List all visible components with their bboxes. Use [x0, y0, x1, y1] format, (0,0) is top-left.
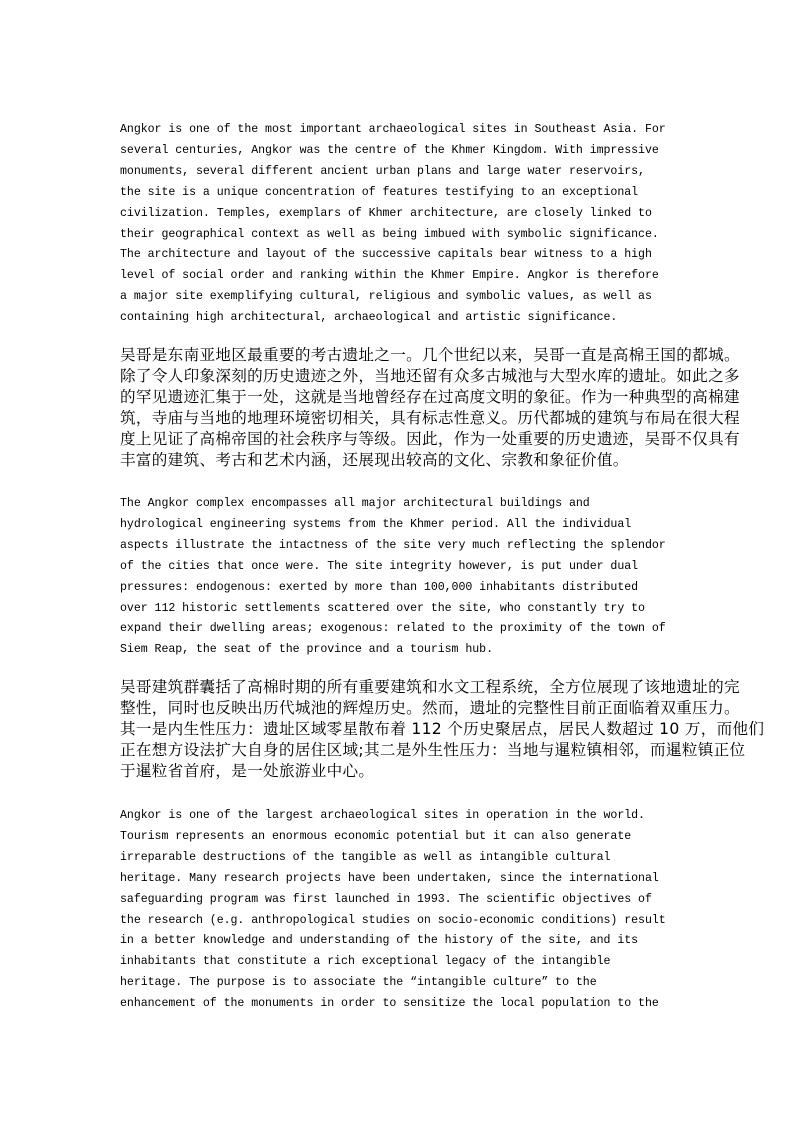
- text-line: the site is a unique concentration of features testifying to an exceptional: [120, 185, 639, 199]
- text-line: 其一是内生性压力：遗址区域零星散布着 112 个历史聚居点，居民人数超过 10 万，而他们: [120, 720, 765, 738]
- text-line: several centuries, Angkor was the centre of the Khmer Kingdom. With impressive: [120, 143, 659, 157]
- text-line: 整性，同时也反映出历代城池的辉煌历史。然而，遗址的完整性目前正面临着双重压力。: [120, 699, 740, 717]
- text-line: Siem Reap, the seat of the province and a tourism hub.: [120, 643, 493, 657]
- text-line: Angkor is one of the largest archaeological sites in operation in the world.: [120, 809, 645, 822]
- text-line: in a better knowledge and understanding of the history of the site, and its: [120, 934, 639, 948]
- paragraph-english-angkor-importance: [120, 120, 666, 329]
- paragraph-chinese-angkor-complex: [120, 677, 764, 782]
- text-line: aspects illustrate the intactness of the site very much reflecting the splendor: [120, 538, 666, 552]
- text-line: safeguarding program was first launched in 1993. The scientific objectives of: [120, 892, 652, 906]
- text-line: 丰富的建筑、考古和艺术内涵，还展现出较高的文化、宗教和象征价值。: [120, 451, 629, 469]
- text-line: heritage. The purpose is to associate the “intangible culture” to the: [120, 976, 597, 990]
- text-line: over 112 historic settlements scattered over the site, who constantly try to: [120, 601, 645, 615]
- text-line: 筑，寺庙与当地的地理环境密切相关，具有标志性意义。历代都城的建筑与布局在很大程: [120, 409, 740, 427]
- text-line: 吴哥是东南亚地区最重要的考古遗址之一。几个世纪以来，吴哥一直是高棉王国的都城。: [120, 346, 740, 364]
- text-line: a major site exemplifying cultural, religious and symbolic values, as well as: [120, 290, 652, 304]
- text-line: The Angkor complex encompasses all major architectural buildings and: [120, 497, 590, 510]
- text-line: Angkor is one of the most important archaeological sites in Southeast Asia. For: [120, 123, 666, 136]
- text-line: of the cities that once were. The site integrity however, is put under dual: [120, 559, 639, 573]
- text-line: 正在想方设法扩大自身的居住区域;其二是外生性压力：当地与暹粒镇相邻，而暹粒镇正位: [120, 741, 746, 759]
- text-line: enhancement of the monuments in order to sensitize the local population to the: [120, 997, 659, 1011]
- text-line: irreparable destructions of the tangible as well as intangible cultural: [120, 850, 611, 864]
- text-line: containing high architectural, archaeological and artistic significance.: [120, 311, 618, 325]
- text-line: 于暹粒省首府，是一处旅游业中心。: [120, 762, 375, 780]
- paragraph-chinese-angkor-importance: [120, 345, 740, 471]
- text-line: 除了令人印象深刻的历史遗迹之外，当地还留有众多古城池与大型水库的遗址。如此之多: [120, 367, 740, 385]
- text-line: The architecture and layout of the successive capitals bear witness to a high: [120, 248, 652, 262]
- text-line: 度上见证了高棉帝国的社会秩序与等级。因此，作为一处重要的历史遗迹，吴哥不仅具有: [120, 430, 740, 448]
- text-line: the research (e.g. anthropological studies on socio-economic conditions) result: [120, 913, 666, 927]
- text-line: their geographical context as well as being imbued with symbolic significance.: [120, 227, 659, 241]
- text-line: level of social order and ranking within the Khmer Empire. Angkor is therefore: [120, 269, 659, 283]
- text-line: inhabitants that constitute a rich exceptional legacy of the intangible: [120, 955, 611, 969]
- text-line: pressures: endogenous: exerted by more than 100,000 inhabitants distributed: [120, 580, 639, 594]
- paragraph-english-angkor-tourism: [120, 806, 666, 1015]
- text-line: 吴哥建筑群囊括了高棉时期的所有重要建筑和水文工程系统，全方位展现了该地遗址的完: [120, 678, 740, 696]
- text-line: hydrological engineering systems from the Khmer period. All the individual: [120, 517, 632, 531]
- text-line: monuments, several different ancient urban plans and large water reservoirs,: [120, 164, 645, 178]
- text-line: heritage. Many research projects have been undertaken, since the international: [120, 871, 659, 885]
- paragraph-english-angkor-complex: [120, 494, 666, 661]
- text-line: expand their dwelling areas; exogenous: related to the proximity of the town of: [120, 622, 666, 636]
- text-line: Tourism represents an enormous economic potential but it can also generate: [120, 829, 632, 843]
- text-line: 的罕见遗迹汇集于一处，这就是当地曾经存在过高度文明的象征。作为一种典型的高棉建: [120, 388, 740, 406]
- text-line: civilization. Temples, exemplars of Khmer architecture, are closely linked to: [120, 206, 652, 220]
